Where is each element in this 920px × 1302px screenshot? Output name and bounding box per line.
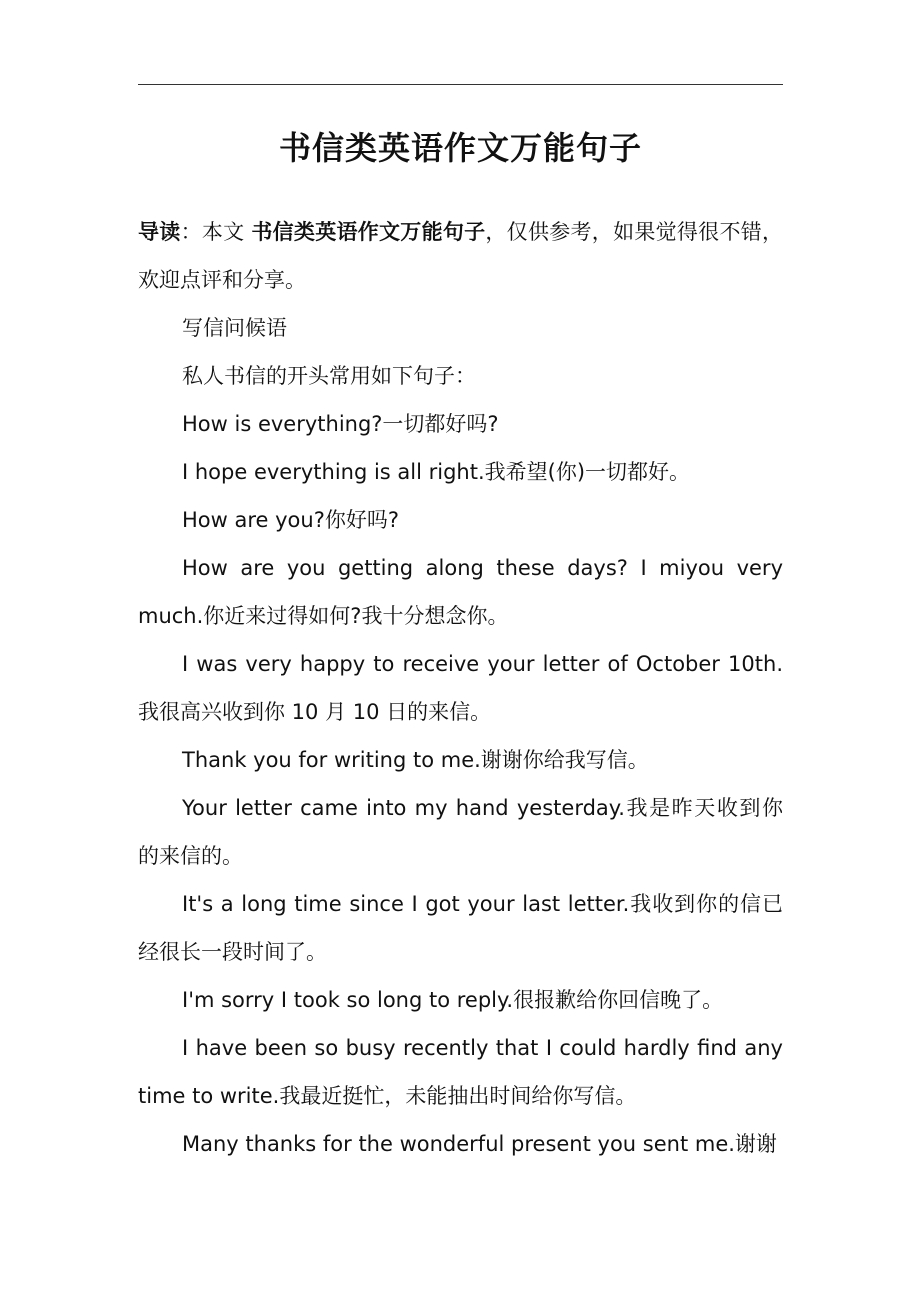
intro-prefix: 本文 <box>201 220 252 244</box>
paragraph: I'm sorry I took so long to reply.很报歉给你回信晚了。 <box>182 988 724 1012</box>
paragraph: 私人书信的开头常用如下句子： <box>182 364 476 388</box>
paragraph: I have been so busy recently that I could hardly find any time to write.我最近挺忙，未能抽出时间给你写信。 <box>138 1036 783 1108</box>
paragraph: How are you getting along these days? I miyou very much.你近来过得如何?我十分想念你。 <box>138 556 783 628</box>
paragraph: How are you?你好吗? <box>182 508 400 532</box>
paragraph: I was very happy to receive your letter of October 10th.我很高兴收到你 10 月 10 日的来信。 <box>138 652 783 724</box>
intro-paragraph <box>138 208 783 304</box>
paragraph: It's a long time since I got your last letter.我收到你的信已经很长一段时间了。 <box>138 892 783 964</box>
intro-doc-name: 书信类英语作文万能句子 <box>251 220 486 244</box>
paragraph: Your letter came into my hand yesterday.我是昨天收到你的来信的。 <box>138 796 783 868</box>
document-body <box>138 208 783 1168</box>
paragraph: Thank you for writing to me.谢谢你给我写信。 <box>182 748 649 772</box>
header-rule <box>138 84 783 85</box>
paragraph: How is everything?一切都好吗? <box>182 412 499 436</box>
paragraph: Many thanks for the wonderful present you sent me.谢谢 <box>182 1132 777 1156</box>
paragraph: I hope everything is all right.我希望(你)一切都好。 <box>182 460 691 484</box>
paragraph: 写信问候语 <box>182 316 287 340</box>
intro-suffix: ，仅供参考，如果觉得很不错，欢迎点评和分享。 <box>138 220 784 292</box>
intro-separator: ： <box>180 220 202 244</box>
document-title: 书信类英语作文万能句子 <box>278 129 642 167</box>
intro-label: 导读 <box>138 220 181 244</box>
